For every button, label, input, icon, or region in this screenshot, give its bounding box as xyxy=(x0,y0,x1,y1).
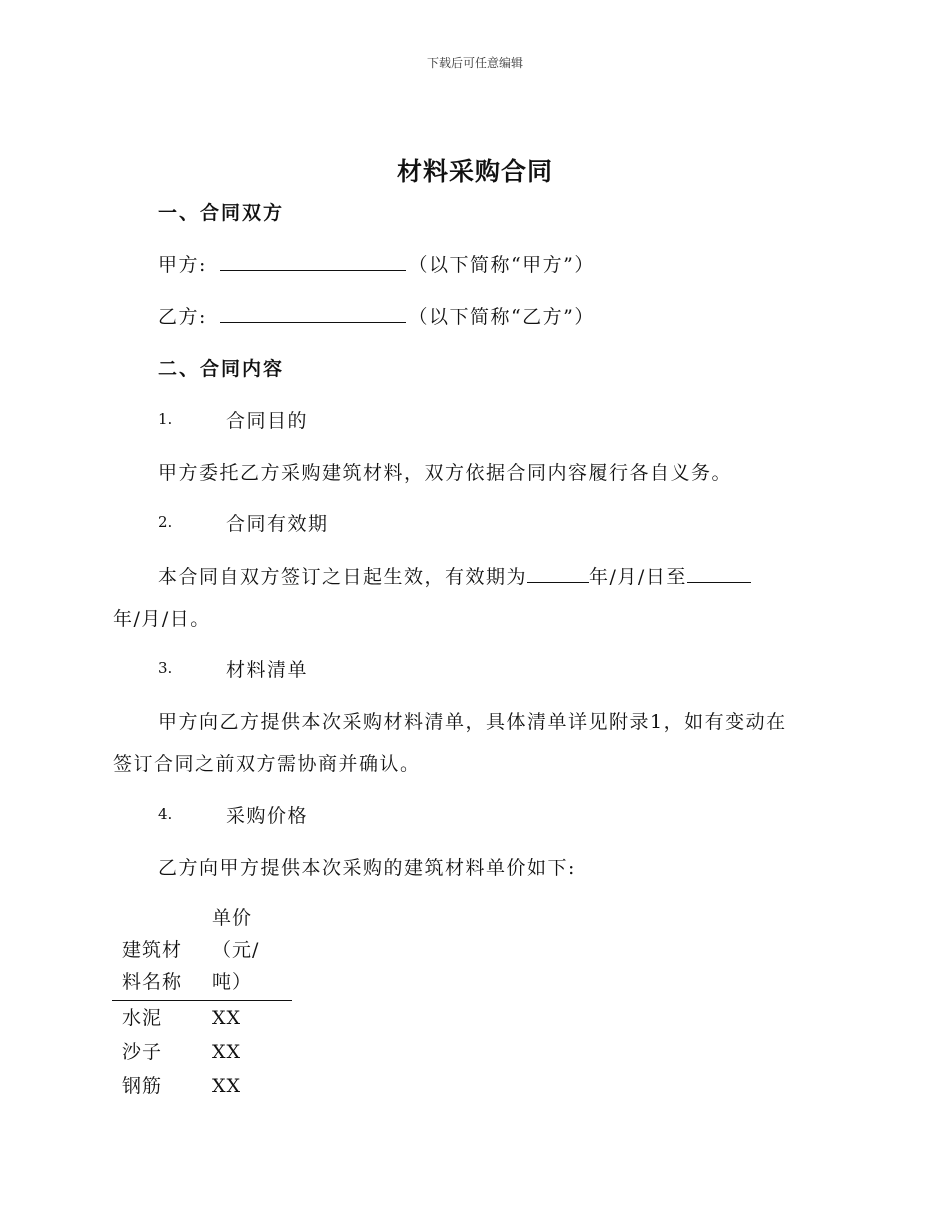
party-a-suffix: （以下简称“甲方”） xyxy=(408,254,595,276)
party-b-blank[interactable] xyxy=(220,304,406,323)
table-row xyxy=(112,1001,292,1036)
item-number: 3. xyxy=(158,659,173,677)
item-title-material-list: 材料清单 xyxy=(226,659,309,681)
table-row xyxy=(112,1069,292,1103)
price-cell: XX xyxy=(212,1041,242,1063)
party-a-label: 甲方: xyxy=(158,254,207,276)
price-cell: XX xyxy=(212,1075,242,1097)
price-paragraph: 乙方向甲方提供本次采购的建筑材料单价如下: xyxy=(158,857,576,879)
material-name-cell: 沙子 xyxy=(122,1041,163,1063)
item-title-price: 采购价格 xyxy=(226,805,309,827)
table-header-row xyxy=(112,900,292,1001)
material-name-cell: 水泥 xyxy=(122,1007,163,1029)
price-table xyxy=(112,900,292,1103)
end-date-blank[interactable] xyxy=(687,564,751,583)
table-row xyxy=(112,1035,292,1069)
item-number: 4. xyxy=(158,805,173,823)
validity-paragraph-line2: 年/月/日。 xyxy=(113,608,211,630)
header-note: 下载后可任意编辑 xyxy=(426,56,523,70)
item-title-validity: 合同有效期 xyxy=(226,513,329,535)
material-name-cell: 钢筋 xyxy=(122,1075,163,1097)
column-header-price: 单价（元/吨） xyxy=(202,900,292,1001)
validity-text-middle: 年/月/日至 xyxy=(589,566,687,588)
validity-text-start: 本合同自双方签订之日起生效，有效期为 xyxy=(158,566,528,588)
start-date-blank[interactable] xyxy=(527,564,589,583)
validity-paragraph-line1 xyxy=(158,562,751,589)
party-b-label: 乙方: xyxy=(158,306,207,328)
section-heading-content: 二、合同内容 xyxy=(158,358,285,380)
list-paragraph-line1: 甲方向乙方提供本次采购材料清单，具体清单详见附录1，如有变动在 xyxy=(158,711,787,733)
item-title-purpose: 合同目的 xyxy=(226,410,309,432)
party-a-line xyxy=(158,250,595,277)
document-title: 材料采购合同 xyxy=(396,157,553,186)
column-header-material: 建筑材料名称 xyxy=(112,900,202,1001)
list-paragraph-line2: 签订合同之前双方需协商并确认。 xyxy=(113,753,421,775)
section-heading-parties: 一、合同双方 xyxy=(158,202,285,224)
party-b-line xyxy=(158,302,595,329)
party-b-suffix: （以下简称“乙方”） xyxy=(408,306,595,328)
party-a-blank[interactable] xyxy=(220,252,406,271)
item-number: 1. xyxy=(158,410,173,428)
purpose-paragraph: 甲方委托乙方采购建筑材料，双方依据合同内容履行各自义务。 xyxy=(158,462,733,484)
item-number: 2. xyxy=(158,513,173,531)
price-cell: XX xyxy=(212,1007,242,1029)
